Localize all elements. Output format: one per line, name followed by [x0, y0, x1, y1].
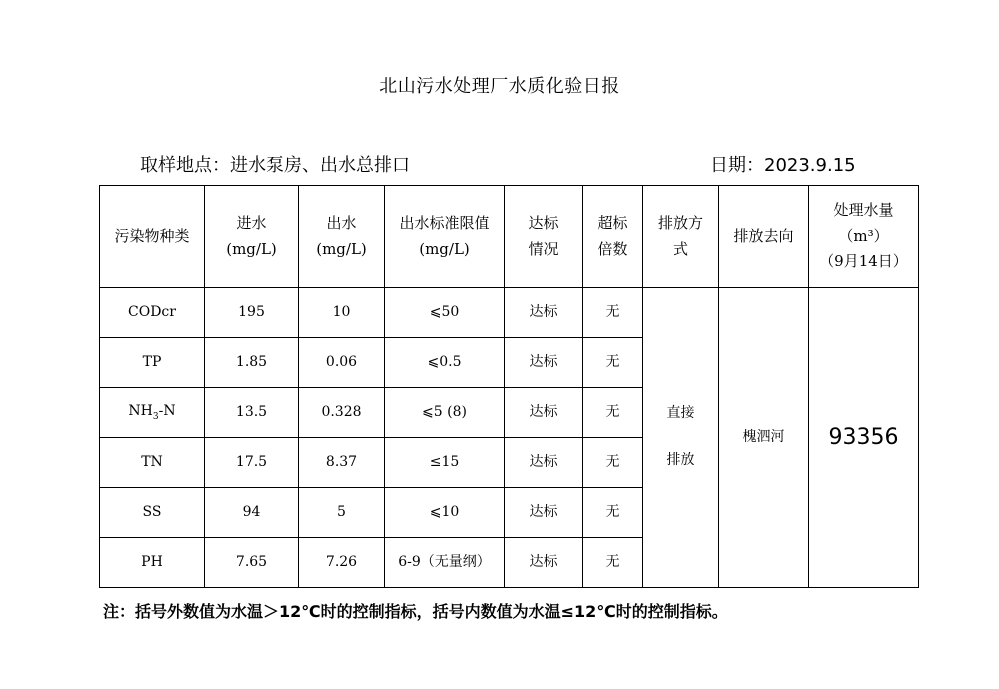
pollutant-name: PH: [100, 538, 205, 588]
header-inflow: 进水 (mg/L): [205, 186, 299, 288]
compliance-status: 达标: [505, 338, 583, 388]
pollutant-name: TN: [100, 438, 205, 488]
report-title: 北山污水处理厂水质化验日报: [379, 76, 620, 97]
report-date: 日期：2023.9.15: [710, 155, 856, 176]
exceed-ratio: 无: [583, 538, 643, 588]
inflow-value: 17.5: [205, 438, 299, 488]
exceed-ratio: 无: [583, 388, 643, 438]
limit-value: 6-9（无量纲）: [385, 538, 505, 588]
footnote: 注：括号外数值为水温＞12℃时的控制指标，括号内数值为水温≤12℃时的控制指标。: [103, 602, 728, 621]
pollutant-name: SS: [100, 488, 205, 538]
limit-value: ⩽0.5: [385, 338, 505, 388]
header-exceed: 超标 倍数: [583, 186, 643, 288]
limit-value: ⩽5 (8): [385, 388, 505, 438]
outflow-value: 0.328: [299, 388, 385, 438]
compliance-status: 达标: [505, 288, 583, 338]
compliance-status: 达标: [505, 438, 583, 488]
outflow-value: 10: [299, 288, 385, 338]
treated-volume: 93356: [809, 288, 919, 588]
sampling-location: 取样地点：进水泵房、出水总排口: [140, 155, 410, 176]
exceed-ratio: 无: [583, 288, 643, 338]
header-discharge-dest: 排放去向: [719, 186, 809, 288]
pollutant-name: $NH_3-N$: [100, 388, 205, 438]
inflow-value: 195: [205, 288, 299, 338]
limit-value: ≤15: [385, 438, 505, 488]
discharge-mode: 直接 排放: [643, 288, 719, 588]
compliance-status: 达标: [505, 388, 583, 438]
outflow-value: 8.37: [299, 438, 385, 488]
outflow-value: 0.06: [299, 338, 385, 388]
header-volume: 处理水量 （m³） （9月14日）: [809, 186, 919, 288]
header-discharge-mode: 排放方 式: [643, 186, 719, 288]
pollutant-name: CODcr: [100, 288, 205, 338]
header-limit: 出水标准限值 (mg/L): [385, 186, 505, 288]
exceed-ratio: 无: [583, 338, 643, 388]
outflow-value: 5: [299, 488, 385, 538]
outflow-value: 7.26: [299, 538, 385, 588]
pollutant-name: TP: [100, 338, 205, 388]
inflow-value: 94: [205, 488, 299, 538]
compliance-status: 达标: [505, 538, 583, 588]
inflow-value: 1.85: [205, 338, 299, 388]
compliance-status: 达标: [505, 488, 583, 538]
limit-value: ⩽50: [385, 288, 505, 338]
header-outflow: 出水 (mg/L): [299, 186, 385, 288]
inflow-value: 13.5: [205, 388, 299, 438]
table-row: [100, 288, 919, 338]
header-compliance: 达标 情况: [505, 186, 583, 288]
exceed-ratio: 无: [583, 488, 643, 538]
exceed-ratio: 无: [583, 438, 643, 488]
water-quality-table: [99, 185, 919, 588]
limit-value: ⩽10: [385, 488, 505, 538]
discharge-destination: 槐泗河: [719, 288, 809, 588]
inflow-value: 7.65: [205, 538, 299, 588]
header-pollutant: 污染物种类: [100, 186, 205, 288]
